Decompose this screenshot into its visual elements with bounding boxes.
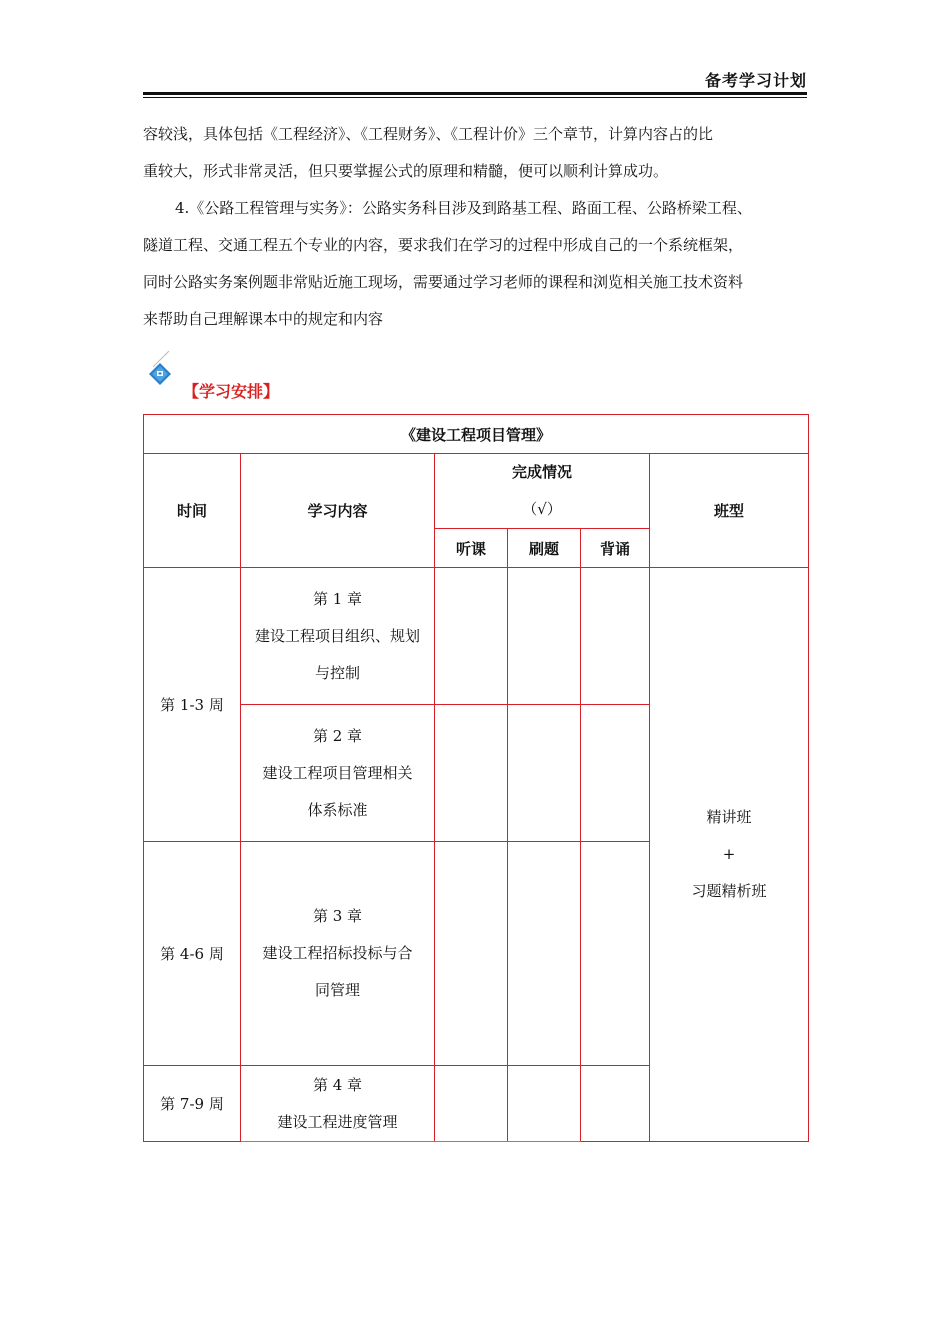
header-rule-thick	[143, 92, 807, 95]
chapter-title-line: 体系标准	[307, 800, 368, 819]
content-cell	[241, 1066, 435, 1142]
header-completion-label: 完成情况	[511, 463, 572, 481]
listen-checkbox-cell[interactable]	[435, 842, 508, 1066]
table-title: 《建设工程项目管理》	[144, 415, 809, 454]
paragraph-line: 同时公路实务案例题非常贴近施工现场，需要通过学习老师的课程和浏览相关施工技术资料	[143, 273, 744, 291]
practice-checkbox-cell[interactable]	[508, 842, 581, 1066]
paragraph-2	[143, 190, 807, 338]
recite-checkbox-cell[interactable]	[581, 842, 650, 1066]
recite-checkbox-cell[interactable]	[581, 568, 650, 705]
recite-checkbox-cell[interactable]	[581, 705, 650, 842]
chapter-label: 第 4 章	[312, 1075, 363, 1094]
header-listen: 听课	[435, 529, 508, 568]
chapter-title-line: 建设工程招标投标与合	[262, 944, 413, 962]
listen-checkbox-cell[interactable]	[435, 1066, 508, 1142]
chapter-title-line: 建设工程进度管理	[277, 1112, 398, 1131]
period-cell: 第 7-9 周	[144, 1066, 241, 1142]
paragraph-line: 来帮助自己理解课本中的规定和内容	[143, 310, 384, 328]
study-plan-table	[143, 414, 809, 1142]
practice-checkbox-cell[interactable]	[508, 705, 581, 842]
paragraph-line: 容较浅，具体包括《工程经济》、《工程财务》、《工程计价》三个章节，计算内容占的比	[143, 125, 714, 143]
header-completion-mark: （√）	[522, 500, 562, 518]
period-cell: 第 1-3 周	[144, 568, 241, 842]
paragraph-line: 重较大，形式非常灵活，但只要掌握公式的原理和精髓，便可以顺利计算成功。	[143, 162, 669, 180]
class-type-line: 习题精析班	[691, 882, 767, 900]
chapter-label: 第 1 章	[312, 589, 363, 608]
listen-checkbox-cell[interactable]	[435, 568, 508, 705]
header-completion	[435, 454, 650, 529]
paragraph-line: 4.《公路工程管理与实务》：公路实务科目涉及到路基工程、路面工程、公路桥梁工程、	[175, 199, 752, 217]
listen-checkbox-cell[interactable]	[435, 705, 508, 842]
class-type-cell	[650, 568, 809, 1142]
chapter-label: 第 2 章	[312, 726, 363, 745]
chapter-title-line: 建设工程项目管理相关	[262, 763, 413, 782]
content-cell	[241, 568, 435, 705]
header-time: 时间	[144, 454, 241, 568]
chapter-title-line: 建设工程项目组织、规划	[254, 626, 420, 645]
chapter-title-line: 同管理	[314, 981, 360, 999]
paragraph-line: 隧道工程、交通工程五个专业的内容，要求我们在学习的过程中形成自己的一个系统框架，	[143, 236, 744, 254]
diamond-badge-icon	[147, 350, 187, 390]
chapter-title-line: 与控制	[314, 663, 360, 682]
content-cell	[241, 705, 435, 842]
class-type-line: 精讲班	[706, 808, 752, 826]
class-type-line: +	[722, 845, 736, 863]
recite-checkbox-cell[interactable]	[581, 1066, 650, 1142]
practice-checkbox-cell[interactable]	[508, 568, 581, 705]
section-title: 【学习安排】	[183, 382, 280, 401]
paragraph-1	[143, 116, 807, 190]
content-cell	[241, 842, 435, 1066]
header-practice: 刷题	[508, 529, 581, 568]
header-class-type: 班型	[650, 454, 809, 568]
practice-checkbox-cell[interactable]	[508, 1066, 581, 1142]
header-recite: 背诵	[581, 529, 650, 568]
page-header-title: 备考学习计划	[704, 71, 807, 90]
period-cell: 第 4-6 周	[144, 842, 241, 1066]
chapter-label: 第 3 章	[312, 907, 363, 925]
header-content: 学习内容	[241, 454, 435, 568]
header-rule-thin	[143, 97, 807, 98]
